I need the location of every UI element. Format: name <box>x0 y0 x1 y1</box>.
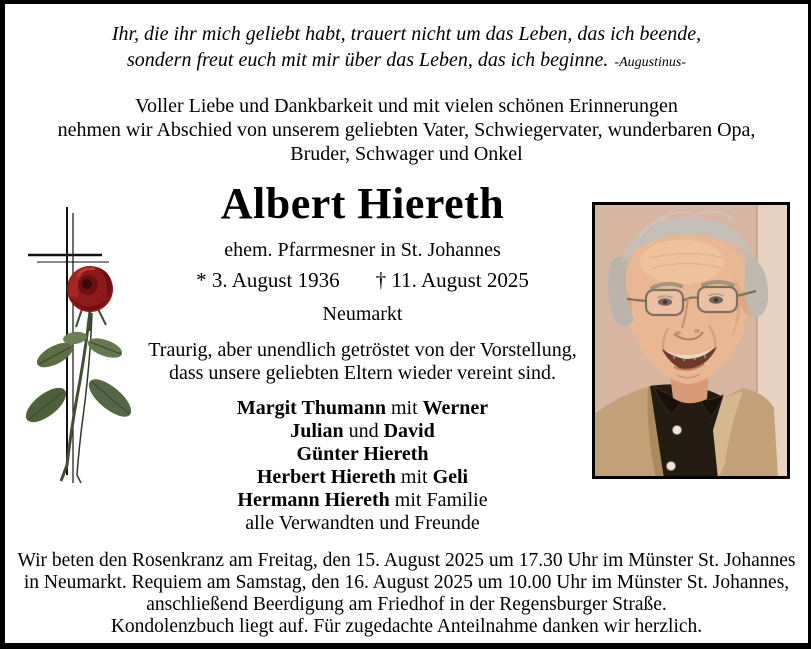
quote-line-2-text: sondern freut euch mit mir über das Leben, das ich beginne. <box>127 49 609 71</box>
quote-attribution: -Augustinus- <box>614 55 686 70</box>
intro-line-2: nehmen wir Abschied von unserem geliebten Vater, Schwiegervater, wunderbaren Opa, <box>57 119 756 141</box>
mourner-line <box>132 489 593 512</box>
intro-block <box>5 94 808 166</box>
mourner-name: Geli <box>432 466 469 488</box>
mourner-line <box>132 466 593 489</box>
mourner-name: Herbert Hiereth <box>256 466 396 488</box>
mourner-line <box>132 512 593 535</box>
intro-line-3: Bruder, Schwager und Onkel <box>290 143 523 165</box>
schedule-line-1: Wir beten den Rosenkranz am Freitag, den 15. August 2025 um 17.30 Uhr im Münster St. Johannes <box>17 550 796 571</box>
schedule-line-3: anschließend Beerdigung am Friedhof in der Regensburger Straße. <box>146 594 667 615</box>
life-dates <box>132 266 593 294</box>
consolation-line-1: Traurig, aber unendlich getröstet von der Vorstellung, <box>148 339 577 361</box>
quote-line-1: Ihr, die ihr mich geliebt habt, trauert nicht um das Leben, das ich beende, <box>111 23 702 45</box>
mourner-connector: mit Familie <box>389 489 488 511</box>
mourners-list <box>132 397 593 535</box>
mourner-name: Hermann Hiereth <box>237 489 390 511</box>
city: Neumarkt <box>322 303 403 325</box>
mourner-connector: mit <box>385 397 423 419</box>
quote-line-2 <box>5 47 808 76</box>
funeral-schedule <box>5 550 808 638</box>
deceased-name: Albert Hiereth <box>220 179 505 228</box>
mourner-line <box>132 397 593 420</box>
death-date: † 11. August 2025 <box>375 268 529 292</box>
mourner-connector: alle Verwandten und Freunde <box>245 512 480 534</box>
mourner-name: Julian <box>290 420 344 442</box>
mourner-connector: und <box>343 420 384 442</box>
quote-block <box>5 21 808 76</box>
schedule-line-2: in Neumarkt. Requiem am Samstag, den 16. August 2025 um 10.00 Uhr im Münster St. Johannes, <box>23 572 790 593</box>
consolation-line-2: dass unsere geliebten Eltern wieder vereint sind. <box>168 362 557 384</box>
cross-rose-icon <box>17 205 139 485</box>
intro-line-1: Voller Liebe und Dankbarkeit und mit vielen schönen Erinnerungen <box>135 95 678 117</box>
consolation-block <box>132 339 593 385</box>
mourner-line <box>132 420 593 443</box>
mourner-name: David <box>383 420 435 442</box>
mourner-name: Günter Hiereth <box>296 443 429 465</box>
mourner-name: Werner <box>422 397 489 419</box>
mourner-connector: mit <box>395 466 433 488</box>
deceased-portrait-photo <box>592 202 790 479</box>
mourner-name: Margit Thumann <box>236 397 386 419</box>
schedule-line-4: Kondolenzbuch liegt auf. Für zugedachte Anteilnahme danken wir herzlich. <box>110 616 703 637</box>
deceased-role: ehem. Pfarrmesner in St. Johannes <box>224 239 501 261</box>
mourner-line <box>132 443 593 466</box>
birth-date: * 3. August 1936 <box>196 268 340 292</box>
